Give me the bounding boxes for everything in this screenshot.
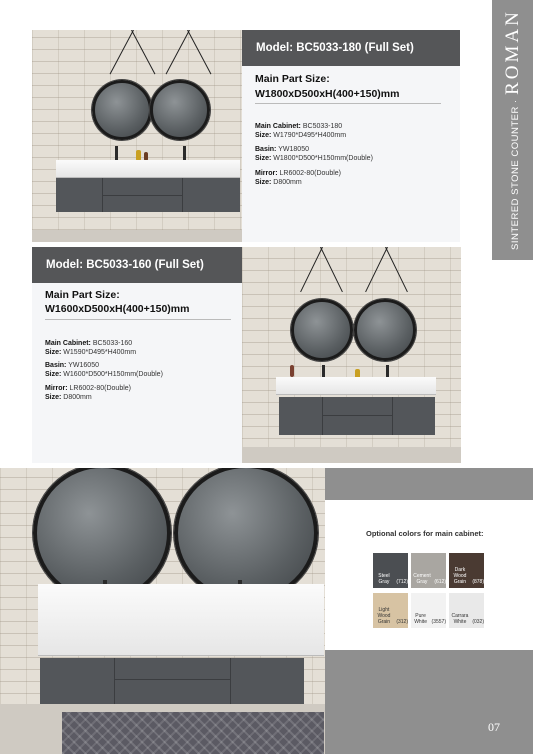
- model-header: Model: BC5033-160 (Full Set): [32, 247, 242, 283]
- round-mirror-right: [174, 468, 318, 602]
- color-swatch-carrara-white[interactable]: Carrara White (032): [449, 593, 484, 628]
- color-swatch-cement-gray[interactable]: Cement Gray (612): [411, 553, 446, 588]
- model-header: Model: BC5033-180 (Full Set): [242, 30, 460, 66]
- mirror-spec: Mirror: LR6002-80(Double) Size: D800mm: [45, 385, 131, 401]
- product-photo-bc5033-180: [32, 30, 242, 242]
- round-mirror-left: [92, 80, 152, 140]
- round-mirror-right: [150, 80, 210, 140]
- cabinet-spec: Main Cabinet: BC5033-180 Size: W1790*D495*H400mm: [255, 123, 347, 139]
- spec-panel-bc5033-160: [32, 247, 242, 463]
- side-banner: [492, 0, 533, 260]
- page-number: 07: [488, 720, 500, 734]
- round-mirror-left: [33, 468, 171, 602]
- grey-block-top: [325, 468, 533, 500]
- mirror-spec: Mirror: LR6002-80(Double) Size: D800mm: [255, 170, 341, 186]
- main-size-value: W1800xD500xH(400+150)mm: [255, 88, 400, 100]
- basin-spec: Basin: YW18050 Size: W1800*D500*H150mm(Double): [255, 146, 373, 162]
- round-mirror-left: [291, 299, 353, 361]
- side-banner-text: [502, 10, 524, 250]
- cabinet-spec: Main Cabinet: BC5033-160 Size: W1590*D495*H400mm: [45, 340, 137, 356]
- banner-brand: ROMAN: [501, 9, 523, 95]
- main-size-label: Main Part Size:: [255, 73, 330, 85]
- color-swatch-light-wood-grain[interactable]: Light Wood Grain (312): [373, 593, 408, 628]
- main-size-label: Main Part Size:: [45, 289, 120, 301]
- product-photo-bc5033-160: [242, 247, 461, 463]
- main-size-value: W1600xD500xH(400+150)mm: [45, 303, 190, 315]
- colors-title: Optional colors for main cabinet:: [366, 529, 484, 538]
- wall-cabinet: [279, 397, 435, 435]
- basin-spec: Basin: YW16050 Size: W1600*D500*H150mm(Double): [45, 362, 163, 378]
- banner-subtitle: SINTERED STONE COUNTER ·: [509, 99, 521, 250]
- spec-panel-bc5033-180: [242, 30, 460, 242]
- color-swatch-steel-gray[interactable]: Steel Gray (712): [373, 553, 408, 588]
- wall-cabinet: [40, 658, 304, 704]
- divider: [255, 103, 441, 104]
- product-closeup-photo: [0, 468, 325, 754]
- divider: [45, 319, 231, 320]
- grey-block-bottom: [325, 650, 533, 754]
- round-mirror-right: [354, 299, 416, 361]
- rug: [62, 712, 324, 754]
- color-swatch-dark-wood-grain[interactable]: Dark Wood Grain (878): [449, 553, 484, 588]
- color-swatch-pure-white[interactable]: Pure White (3557): [411, 593, 446, 628]
